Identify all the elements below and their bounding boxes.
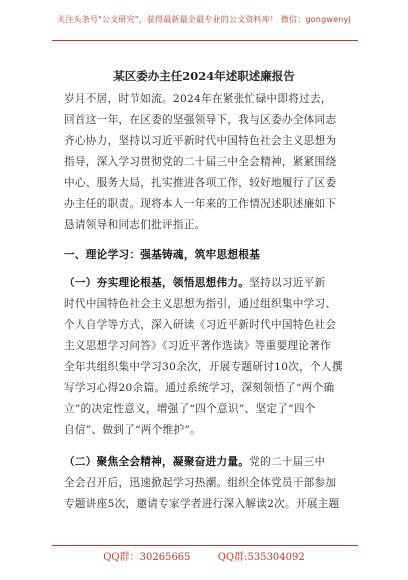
footer-qq-group-2: QQ群:535304092 [217, 552, 305, 563]
text-line-9: 时代中国特色社会主义思想为指引，通过组织集中学习、 [64, 298, 337, 310]
footer [0, 548, 408, 563]
text-line-7: 恳请领导和同志们批评指正。 [64, 219, 206, 231]
header-banner: 关注头条号"公文研究"，获得最新最全最专业的公文资料库！ 微信：gongwenyj [57, 15, 351, 24]
subsection-lead: （二）聚焦全会精神，凝聚奋进力量。 [64, 456, 250, 468]
text-line-14: 立”的决定性意义，增强了“四个意识”、坚定了“四个 [64, 403, 316, 415]
subsection-heading-2 [64, 455, 346, 469]
text-line-18: 专题讲座5次，邀请专家学者进行深入解读2次。开展主题 [64, 498, 340, 510]
subsection-heading-1 [64, 276, 346, 290]
text-line-13: 写学习心得20余篇。通过系统学习，深刻领悟了“两个确 [64, 382, 335, 394]
text-line-4: 指导，深入学习贯彻党的二十届三中全会精神，紧紧围绕 [64, 156, 337, 168]
text-line-15: 自信”、做到了“两个维护”。 [64, 424, 201, 436]
text-line-12: 全年共组织集中学习30余次，开展专题研讨10次，个人撰 [64, 361, 343, 373]
footer-qq-group-1: QQ群：30265665 [103, 552, 191, 563]
subsection-rest: 党的二十届三中 [249, 456, 326, 468]
text-line-1: 岁月不居，时节如流。2024年在紧张忙碌中即将过去， [64, 93, 332, 105]
footer-divider [52, 545, 358, 546]
text-line-17: 全会召开后，迅速掀起学习热潮。组织全体党员干部参加 [64, 477, 337, 489]
text-line-2: 回首这一年，在区委的坚强领导下，我与区委办全体同志 [64, 114, 337, 126]
header-divider [52, 40, 358, 41]
subsection-rest: 坚持以习近平新 [249, 277, 326, 289]
section-heading-1: 一、理论学习：强基铸魂，筑牢思想根基 [64, 249, 261, 261]
text-line-10: 个人自学等方式，深入研读《习近平新时代中国特色社会 [64, 319, 337, 331]
text-line-11: 主义思想学习问答》《习近平著作选读》等重要理论著作 [64, 340, 332, 352]
subsection-lead: （一）夯实理论根基，领悟思想伟力。 [64, 277, 250, 289]
text-line-5: 中心、服务大局，扎实推进各项工作，较好地履行了区委 [64, 177, 337, 189]
text-line-3: 齐心协力，坚持以习近平新时代中国特色社会主义思想为 [64, 135, 337, 147]
text-line-6: 办主任的职责。现将本人一年来的工作情况述职述廉如下 [64, 198, 337, 210]
page-title: 某区委办主任2024年述职述廉报告 [113, 69, 295, 83]
